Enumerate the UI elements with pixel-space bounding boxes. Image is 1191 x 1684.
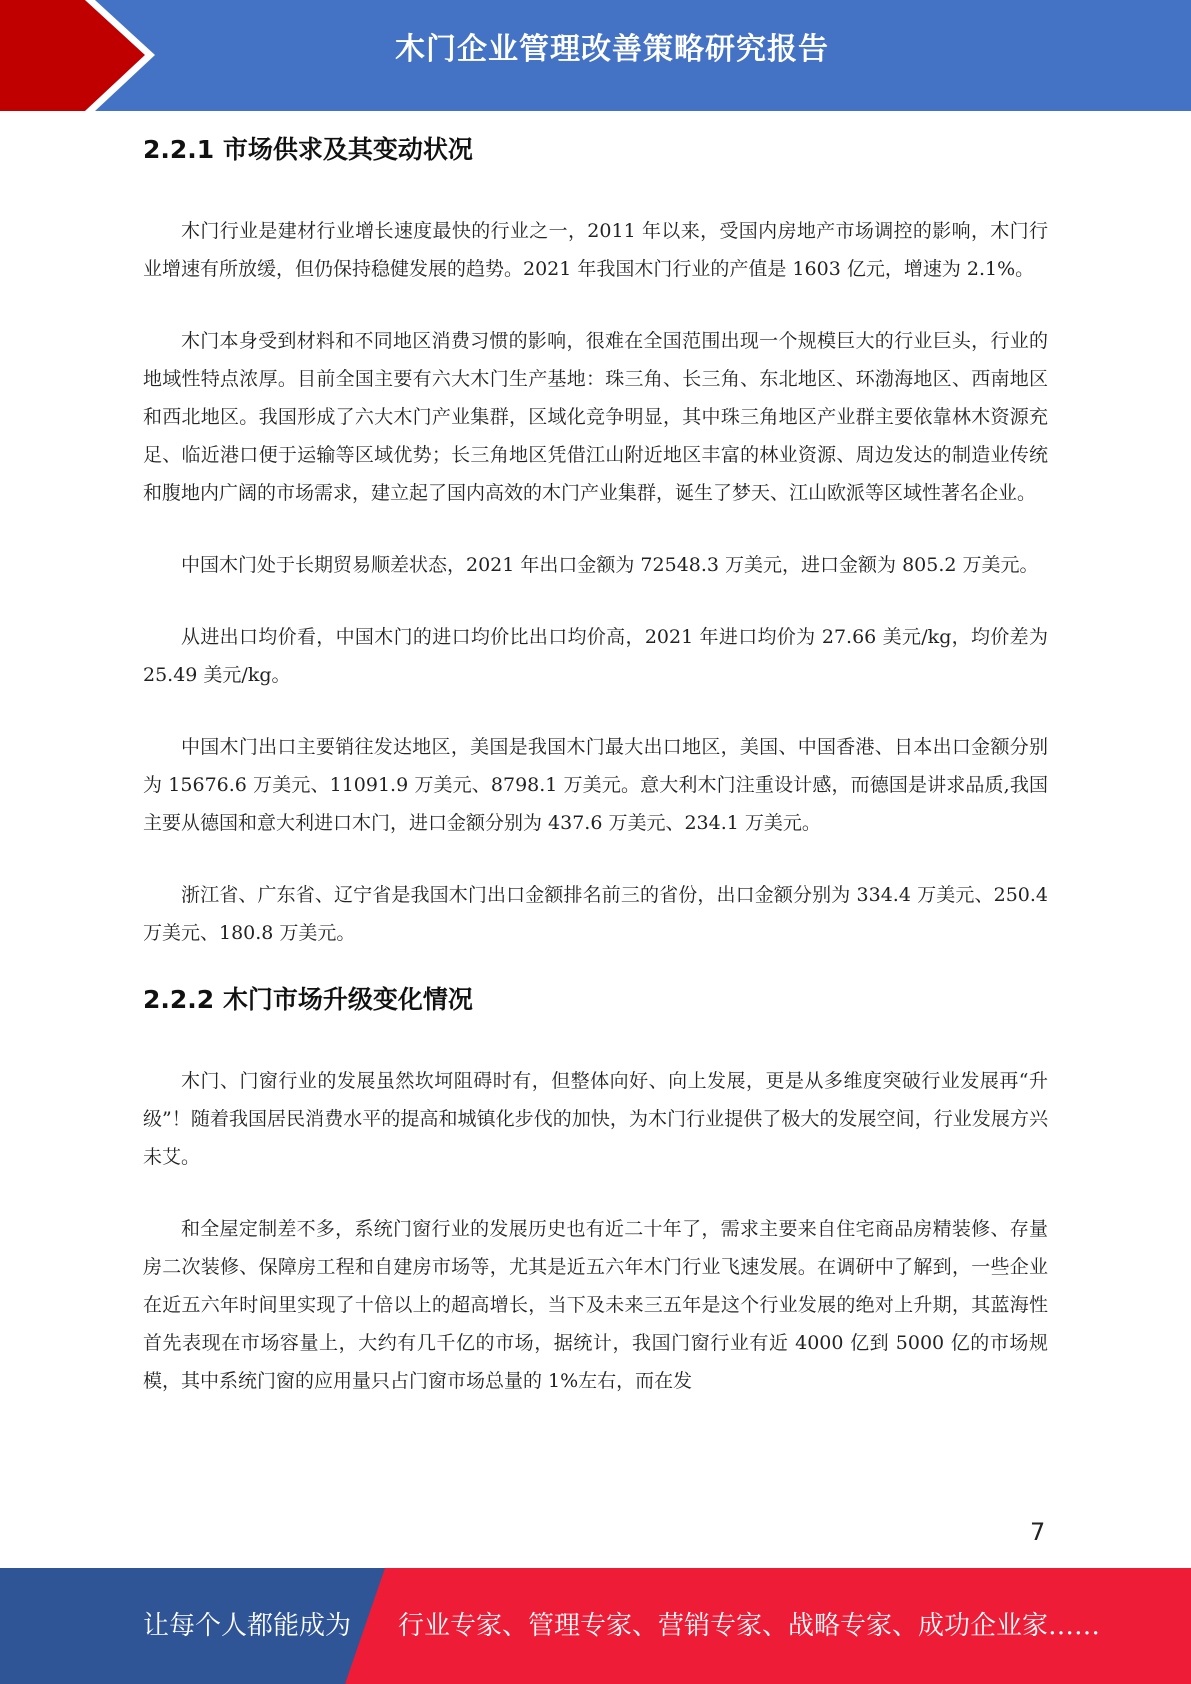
paragraph: 从进出口均价看，中国木门的进口均价比出口均价高，2021 年进口均价为 27.66 美元/kg，均价差为 25.49 美元/kg。 [143, 626, 1048, 686]
header-red-arrow-shape [0, 0, 160, 111]
section-heading-2-2-1: 2.2.1 市场供求及其变动状况 [143, 135, 473, 164]
paragraph: 中国木门出口主要销往发达地区，美国是我国木门最大出口地区，美国、中国香港、日本出口金额分别为 15676.6 万美元、11091.9 万美元、8798.1 万美元。意大利木门注重设计感，而德国是讲求品质,我国主要从德国和意大利进口木门，进口金额分别为 437.6 万美元、234.1 万美元。 [143, 736, 1048, 834]
page-footer-band [0, 1568, 1191, 1684]
document-body [143, 130, 1048, 1400]
page-number: 7 [1030, 1518, 1046, 1546]
page-header-band [0, 0, 1191, 111]
paragraph: 和全屋定制差不多，系统门窗行业的发展历史也有近二十年了，需求主要来自住宅商品房精装修、存量房二次装修、保障房工程和自建房市场等，尤其是近五六年木门行业飞速发展。在调研中了解到，一些企业在近五六年时间里实现了十倍以上的超高增长，当下及未来三五年是这个行业发展的绝对上升期，其蓝海性首先表现在市场容量上，大约有几千亿的市场，据统计，我国门窗行业有近 4000 亿到 5000 亿的市场规模，其中系统门窗的应用量只占门窗市场总量的 1%左右，而在发 [143, 1218, 1048, 1392]
footer-slogan-right: 行业专家、管理专家、营销专家、战略专家、成功企业家…… [398, 1611, 1101, 1641]
paragraph: 木门行业是建材行业增长速度最快的行业之一，2011 年以来，受国内房地产市场调控的影响，木门行业增速有所放缓，但仍保持稳健发展的趋势。2021 年我国木门行业的产值是 1603 亿元，增速为 2.1%。 [143, 220, 1048, 280]
paragraph: 浙江省、广东省、辽宁省是我国木门出口金额排名前三的省份，出口金额分别为 334.4 万美元、250.4 万美元、180.8 万美元。 [143, 884, 1048, 944]
paragraph: 中国木门处于长期贸易顺差状态，2021 年出口金额为 72548.3 万美元，进口金额为 805.2 万美元。 [181, 554, 1039, 576]
report-title: 木门企业管理改善策略研究报告 [395, 32, 829, 67]
paragraph: 木门本身受到材料和不同地区消费习惯的影响，很难在全国范围出现一个规模巨大的行业巨头，行业的地域性特点浓厚。目前全国主要有六大木门生产基地：珠三角、长三角、东北地区、环渤海地区、西南地区和西北地区。我国形成了六大木门产业集群，区域化竞争明显，其中珠三角地区产业群主要依靠林木资源充足、临近港口便于运输等区域优势；长三角地区凭借江山附近地区丰富的林业资源、周边发达的制造业传统和腹地内广阔的市场需求，建立起了国内高效的木门产业集群，诞生了梦天、江山欧派等区域性著名企业。 [143, 330, 1048, 504]
footer-slogan-left: 让每个人都能成为 [143, 1611, 352, 1641]
paragraph: 木门、门窗行业的发展虽然坎坷阻碍时有，但整体向好、向上发展，更是从多维度突破行业发展再“升级”！随着我国居民消费水平的提高和城镇化步伐的加快，为木门行业提供了极大的发展空间，行业发展方兴未艾。 [143, 1070, 1048, 1168]
section-heading-2-2-2: 2.2.2 木门市场升级变化情况 [143, 985, 473, 1014]
